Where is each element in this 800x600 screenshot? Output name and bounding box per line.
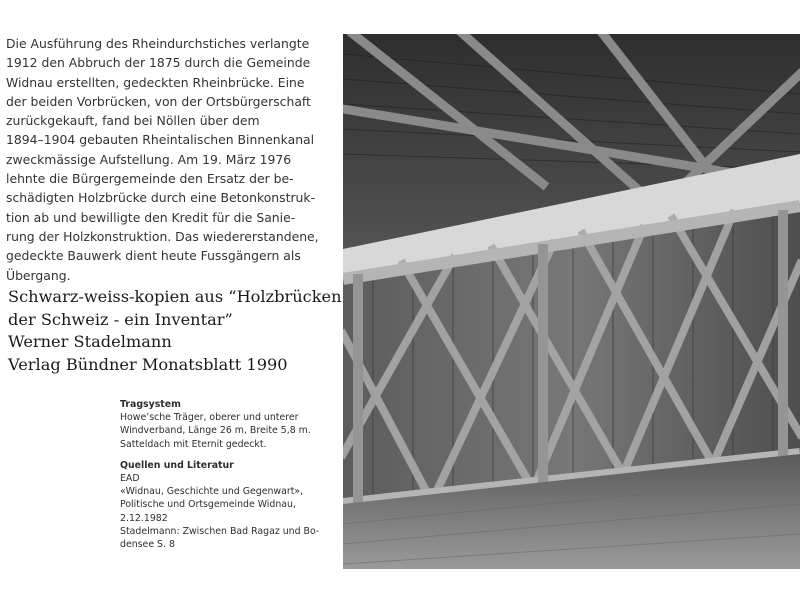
- quellen-line: densee S. 8: [120, 539, 175, 551]
- text-line: Widnau erstellten, gedeckten Rheinbrücke. Eine: [6, 74, 305, 90]
- tragsystem-heading: Tragsystem: [120, 399, 181, 410]
- caption-line: der Schweiz - ein Inventar”: [8, 309, 233, 329]
- quellen-line: EAD: [120, 473, 140, 485]
- quellen-line: «Widnau, Geschichte und Gegenwart»,: [120, 486, 304, 498]
- text-line: der beiden Vorbrücken, von der Ortsbürgerschaft: [6, 93, 311, 109]
- text-line: zweckmässige Aufstellung. Am 19. März 1976: [6, 151, 292, 167]
- tragsystem-line: Windverband, Länge 26 m, Breite 5,8 m.: [120, 425, 311, 437]
- tragsystem-line: Howe’sche Träger, oberer und unterer: [120, 412, 299, 424]
- article-paragraph: [6, 34, 336, 285]
- bridge-photo-illustration: [343, 34, 800, 569]
- caption-line: Verlag Bündner Monatsblatt 1990: [8, 354, 288, 374]
- text-line: schädigten Holzbrücke durch eine Betonkonstruk-: [6, 190, 316, 206]
- tragsystem-line: Satteldach mit Eternit gedeckt.: [120, 438, 267, 450]
- quellen-heading: Quellen und Literatur: [120, 459, 234, 471]
- quellen-line: Stadelmann: Zwischen Bad Ragaz und Bo-: [120, 525, 320, 537]
- text-line: zurückgekauft, fand bei Nöllen über dem: [6, 113, 260, 129]
- caption-line: Schwarz-weiss-kopien aus “Holzbrücken: [8, 287, 342, 306]
- text-line: Die Ausführung des Rheindurchstiches verlangte: [6, 36, 310, 51]
- source-caption: [8, 286, 348, 376]
- text-line: rung der Holzkonstruktion. Das wiedererstandene,: [6, 228, 319, 244]
- text-line: gedeckte Bauwerk dient heute Fussgängern als: [6, 248, 301, 264]
- text-line: 1912 den Abbruch der 1875 durch die Gemeinde: [6, 55, 311, 71]
- caption-line: Werner Stadelmann: [8, 332, 172, 351]
- quellen-line: Politische und Ortsgemeinde Widnau,: [120, 499, 296, 511]
- text-line: Übergang.: [6, 267, 71, 283]
- text-line: lehnte die Bürgergemeinde den Ersatz der be-: [6, 171, 294, 187]
- bridge-photo: [343, 34, 800, 569]
- info-block: [120, 398, 342, 551]
- text-line: 1894–1904 gebauten Rheintalischen Binnenkanal: [6, 132, 315, 148]
- text-line: tion ab und bewilligte den Kredit für die Sanie-: [6, 209, 296, 225]
- quellen-line: 2.12.1982: [120, 512, 168, 524]
